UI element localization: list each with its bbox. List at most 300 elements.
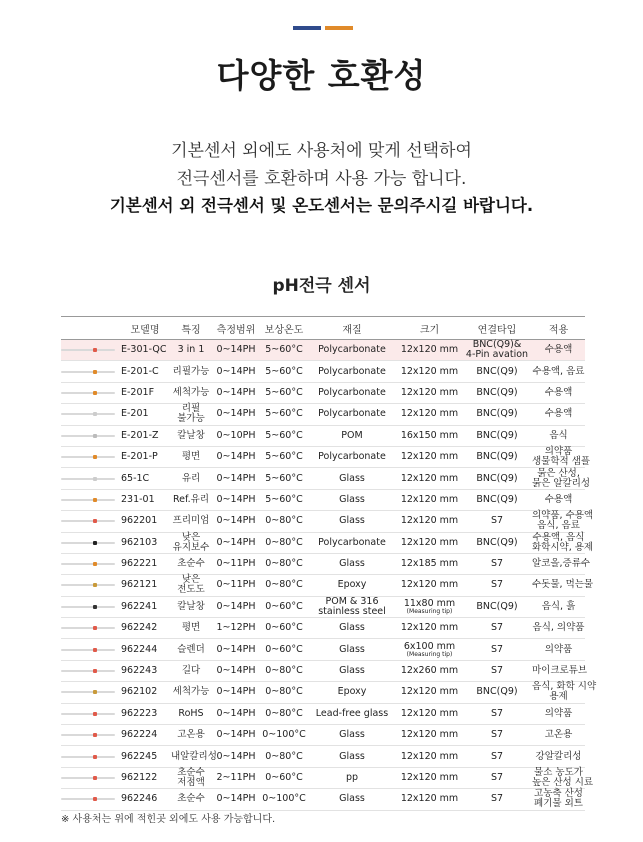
application-cell: [532, 681, 597, 703]
size-cell: [397, 596, 462, 617]
probe-band: [93, 519, 97, 523]
size-cell-line: 12x120 mm: [400, 686, 459, 698]
material-cell: [307, 382, 397, 403]
material-cell-line: Epoxy: [337, 686, 367, 698]
material-cell-line: POM: [341, 429, 363, 441]
temp-cell-line: 0~60°C: [265, 643, 303, 655]
size-cell-line: 16x150 mm: [400, 429, 459, 441]
header-size: 크기: [397, 317, 462, 340]
application-cell-line: 용제: [549, 691, 568, 703]
model-cell-line: 962201: [121, 515, 158, 527]
probe-shaft: [61, 798, 115, 800]
connection-cell: [462, 511, 532, 532]
probe-band: [93, 583, 97, 587]
connection-cell: [462, 553, 532, 574]
size-cell-line: 12x120 mm: [400, 750, 459, 762]
electrode-probe-icon: [61, 755, 115, 759]
temp-cell: [261, 746, 307, 767]
range-cell: [211, 596, 261, 617]
electrode-probe-icon: [61, 391, 115, 395]
temp-cell: [261, 682, 307, 703]
probe-image: [61, 703, 119, 724]
probe-band: [93, 755, 97, 759]
temp-cell: [261, 596, 307, 617]
connection-cell-line: BNC(Q9): [476, 472, 518, 484]
table-row: [61, 746, 585, 767]
feature-cell-line: 세척가능: [172, 686, 210, 698]
footnote: ※ 사용처는 위에 적힌곳 외에도 사용 가능합니다.: [61, 814, 276, 825]
connection-cell-line: S7: [490, 515, 504, 527]
temp-cell: [261, 660, 307, 681]
model-cell: [119, 767, 171, 788]
size-cell: [397, 511, 462, 532]
material-cell-line: Polycarbonate: [318, 408, 386, 420]
application-cell-line: 마이크로튜브: [532, 665, 588, 677]
feature-cell: [171, 468, 211, 489]
material-cell: [307, 575, 397, 596]
model-cell: [119, 703, 171, 724]
model-cell-line: E-301-QC: [121, 344, 167, 356]
model-cell: [119, 553, 171, 574]
application-cell: [532, 660, 588, 681]
model-cell: [119, 746, 171, 767]
model-cell: [119, 725, 171, 746]
material-cell-line: Glass: [339, 493, 365, 505]
size-cell-line: 12x120 mm: [400, 451, 459, 463]
material-cell: [307, 596, 397, 617]
accent-bar-blue: [293, 26, 321, 30]
application-cell-line: 높은 산성 시료: [532, 777, 594, 788]
size-cell-line: 12x120 mm: [400, 365, 459, 377]
range-cell-line: 0~14PH: [216, 707, 256, 719]
application-cell-line: 강알칼리성: [535, 750, 582, 762]
model-cell: [119, 489, 171, 510]
feature-cell-line: 초순수: [177, 767, 205, 778]
range-cell-line: 0~14PH: [216, 750, 256, 762]
range-cell: [211, 789, 261, 810]
application-cell: [532, 575, 594, 596]
material-cell: [307, 468, 397, 489]
feature-cell: [171, 596, 211, 617]
probe-shaft: [61, 713, 115, 715]
size-cell-line: 12x120 mm: [400, 515, 459, 527]
probe-shaft: [61, 478, 115, 480]
application-cell-line: 음식, 의약품: [532, 622, 585, 634]
temp-cell-line: 5~60°C: [265, 451, 303, 463]
connection-cell: [462, 746, 532, 767]
model-cell-line: 65-1C: [121, 472, 150, 484]
electrode-probe-icon: [61, 669, 115, 673]
section-title: pH전극 센서: [272, 276, 371, 296]
probe-image: [61, 660, 119, 681]
temp-cell: [261, 361, 307, 382]
size-cell: [397, 532, 462, 553]
probe-band: [93, 412, 97, 416]
temp-cell-line: 5~60°C: [265, 365, 303, 377]
electrode-probe-icon: [61, 648, 115, 652]
model-cell: [119, 340, 171, 361]
application-cell-line: 수용액, 음료: [532, 365, 585, 377]
feature-cell-line: 평면: [181, 451, 201, 463]
temp-cell: [261, 425, 307, 446]
electrode-probe-icon: [61, 541, 115, 545]
application-cell-line: 수용액: [544, 408, 573, 420]
size-cell-line: 12x120 mm: [400, 472, 459, 484]
size-cell: [397, 553, 462, 574]
probe-image: [61, 489, 119, 510]
electrode-probe-icon: [61, 370, 115, 374]
temp-cell-line: 5~60°C: [265, 493, 303, 505]
feature-cell-line: 고온용: [177, 729, 205, 741]
size-cell: [397, 446, 462, 467]
probe-image: [61, 532, 119, 553]
size-cell-line: 12x120 mm: [400, 579, 459, 591]
temp-cell-line: 0~80°C: [265, 536, 303, 548]
application-cell: [532, 789, 585, 810]
model-cell-line: 962223: [121, 707, 158, 719]
connection-cell-line: BNC(Q9): [476, 686, 518, 698]
model-cell: [119, 639, 171, 660]
feature-cell: [171, 511, 211, 532]
probe-shaft: [61, 349, 115, 351]
range-cell: [211, 553, 261, 574]
model-cell-line: 962103: [121, 536, 158, 548]
connection-cell-line: BNC(Q9): [476, 451, 518, 463]
connection-cell: [462, 703, 532, 724]
model-cell-line: 962221: [121, 558, 158, 570]
size-cell: [397, 639, 462, 660]
application-cell: [532, 746, 585, 767]
size-cell-line: 12x120 mm: [400, 536, 459, 548]
size-cell: [397, 682, 462, 703]
application-cell: [532, 639, 585, 660]
header-material: 재질: [307, 317, 397, 340]
temp-cell: [261, 575, 307, 596]
range-cell: [211, 618, 261, 639]
probe-image: [61, 511, 119, 532]
application-cell-line: 음식, 흙: [541, 600, 576, 612]
page-title: 다양한 호환성: [216, 56, 427, 95]
application-cell-line: 묽은 알칼리성: [532, 477, 591, 489]
feature-cell: [171, 618, 211, 639]
size-cell-line: 6x100 mm: [403, 640, 456, 652]
feature-cell: [171, 682, 211, 703]
connection-cell: [462, 532, 532, 553]
temp-cell: [261, 639, 307, 660]
size-cell: [397, 660, 462, 681]
probe-shaft: [61, 734, 115, 736]
model-cell: [119, 511, 171, 532]
application-cell: [532, 340, 585, 361]
temp-cell: [261, 553, 307, 574]
range-cell-line: 0~14PH: [216, 793, 256, 805]
temp-cell: [261, 404, 307, 425]
material-cell-line: Glass: [339, 622, 365, 634]
range-cell-line: 1~12PH: [216, 622, 256, 634]
application-cell-line: 음식: [549, 429, 568, 441]
probe-shaft: [61, 520, 115, 522]
feature-cell-line: 불가능: [177, 413, 205, 425]
model-cell-line: 962241: [121, 600, 158, 612]
application-cell-line: 물소 농도가: [534, 767, 583, 778]
table-row: [61, 618, 585, 639]
table-row: [61, 340, 585, 361]
ph-sensor-table: [61, 316, 597, 811]
header-range: 측정범위: [211, 317, 261, 340]
size-cell: [397, 404, 462, 425]
temp-cell: [261, 511, 307, 532]
probe-image: [61, 575, 119, 596]
model-cell-line: E-201-P: [121, 451, 158, 463]
material-cell: [307, 618, 397, 639]
probe-band: [93, 797, 97, 801]
probe-image: [61, 382, 119, 403]
model-cell: [119, 468, 171, 489]
range-cell-line: 0~14PH: [216, 365, 256, 377]
model-cell: [119, 361, 171, 382]
range-cell-line: 0~14PH: [216, 408, 256, 420]
material-cell-line: Epoxy: [337, 579, 367, 591]
material-cell-line: pp: [345, 772, 359, 783]
feature-cell: [171, 425, 211, 446]
range-cell-line: 0~14PH: [216, 643, 256, 655]
material-cell-line: POM & 316: [325, 595, 379, 607]
feature-cell-line: 평면: [181, 622, 201, 634]
application-cell: [532, 446, 591, 468]
size-note: (Measuring tip): [406, 607, 453, 615]
size-note: (Measuring tip): [406, 650, 453, 658]
range-cell: [211, 575, 261, 596]
temp-cell-line: 0~80°C: [265, 558, 303, 570]
application-cell-line: 의약품: [544, 707, 573, 719]
range-cell: [211, 639, 261, 660]
probe-shaft: [61, 413, 115, 415]
range-cell: [211, 489, 261, 510]
temp-cell-line: 0~60°C: [265, 622, 303, 634]
connection-cell-line: S7: [490, 558, 504, 570]
size-cell: [397, 340, 462, 361]
connection-cell-line: 4-Pin avation: [465, 349, 529, 361]
application-cell: [532, 553, 591, 574]
application-cell-line: 고온용: [544, 729, 573, 741]
model-cell: [119, 446, 171, 467]
range-cell: [211, 446, 261, 467]
connection-cell-line: S7: [490, 707, 504, 719]
material-cell-line: Glass: [339, 643, 365, 655]
connection-cell: [462, 468, 532, 489]
range-cell: [211, 660, 261, 681]
range-cell: [211, 682, 261, 703]
temp-cell: [261, 382, 307, 403]
model-cell-line: 962245: [121, 750, 158, 762]
header-temp: 보상온도: [261, 317, 307, 340]
connection-cell: [462, 404, 532, 425]
material-cell-line: Polycarbonate: [318, 365, 386, 377]
feature-cell: [171, 404, 211, 425]
feature-cell-line: 유지보수: [172, 541, 210, 553]
feature-cell-line: 3 in 1: [177, 344, 205, 356]
feature-cell: [171, 575, 211, 596]
material-cell: [307, 489, 397, 510]
application-cell-line: 알코올,증류수: [532, 558, 591, 570]
connection-cell-line: S7: [490, 622, 504, 634]
material-cell-line: Polycarbonate: [318, 386, 386, 398]
connection-cell-line: S7: [490, 793, 504, 805]
probe-image: [61, 618, 119, 639]
material-cell: [307, 725, 397, 746]
electrode-probe-icon: [61, 712, 115, 716]
table-row: [61, 553, 585, 574]
probe-image: [61, 596, 119, 617]
material-cell: [307, 660, 397, 681]
feature-cell: [171, 446, 211, 467]
probe-image: [61, 340, 119, 361]
application-cell: [532, 489, 585, 510]
application-cell: [532, 767, 594, 788]
temp-cell-line: 0~80°C: [265, 707, 303, 719]
model-cell-line: 231-01: [121, 493, 155, 505]
temp-cell: [261, 789, 307, 810]
feature-cell-line: 내알칼리성: [171, 750, 217, 762]
temp-cell-line: 0~80°C: [265, 579, 303, 591]
probe-image: [61, 639, 119, 660]
size-cell: [397, 382, 462, 403]
application-cell-line: 의약품: [544, 643, 573, 655]
table-row: [61, 639, 585, 660]
feature-cell: [171, 553, 211, 574]
range-cell: [211, 511, 261, 532]
temp-cell-line: 0~100°C: [262, 729, 306, 741]
application-cell-line: 화학시약, 용제: [532, 541, 594, 553]
electrode-probe-icon: [61, 733, 115, 737]
table-row: [61, 361, 585, 382]
table-row: [61, 703, 585, 724]
application-cell-line: 수용액, 음식: [532, 531, 585, 543]
probe-band: [93, 690, 97, 694]
material-cell: [307, 446, 397, 467]
connection-cell: [462, 361, 532, 382]
probe-shaft: [61, 542, 115, 544]
model-cell: [119, 618, 171, 639]
probe-band: [93, 712, 97, 716]
size-cell-line: 12x120 mm: [400, 386, 459, 398]
header-connection: 연결타입: [462, 317, 532, 340]
application-cell-line: 수돗물, 먹는물: [532, 579, 594, 591]
size-cell-line: 12x120 mm: [400, 772, 459, 783]
size-cell-line: 12x120 mm: [400, 729, 459, 741]
feature-cell: [171, 639, 211, 660]
application-cell-line: 묽은 산성,: [537, 467, 580, 479]
temp-cell-line: 0~80°C: [265, 686, 303, 698]
feature-cell: [171, 489, 211, 510]
description-line-1: 기본센서 외에도 사용처에 맞게 선택하여: [171, 141, 472, 161]
table-row: [61, 532, 585, 553]
probe-shaft: [61, 777, 115, 779]
application-cell: [532, 467, 591, 489]
size-cell: [397, 361, 462, 382]
connection-cell-line: S7: [490, 579, 504, 591]
table-row: [61, 425, 585, 446]
application-cell: [532, 510, 594, 532]
temp-cell-line: 0~80°C: [265, 665, 303, 677]
temp-cell-line: 5~60°C: [265, 429, 303, 441]
application-cell: [532, 404, 585, 425]
size-cell-line: 12x185 mm: [400, 558, 459, 570]
application-cell: [532, 382, 585, 403]
model-cell-line: 962102: [121, 686, 158, 698]
feature-cell-line: 전도도: [177, 584, 205, 596]
range-cell-line: 0~11PH: [216, 558, 256, 570]
application-cell: [532, 725, 585, 746]
feature-cell: [171, 382, 211, 403]
range-cell-line: 0~14PH: [216, 386, 256, 398]
range-cell-line: 0~11PH: [216, 579, 256, 591]
connection-cell: [462, 425, 532, 446]
table-row: [61, 489, 585, 510]
feature-cell-line: 길다: [181, 665, 201, 677]
probe-image: [61, 725, 119, 746]
table-row: [61, 660, 585, 681]
header-model: 모델명: [119, 317, 171, 340]
probe-band: [93, 348, 97, 352]
material-cell-line: Lead-free glass: [315, 707, 389, 719]
material-cell-line: Glass: [339, 793, 365, 805]
material-cell: [307, 553, 397, 574]
electrode-probe-icon: [61, 626, 115, 630]
size-cell-line: 12x260 mm: [400, 665, 459, 677]
application-cell: [532, 425, 585, 446]
material-cell: [307, 425, 397, 446]
feature-cell-line: 세척가능: [172, 386, 210, 398]
connection-cell: [462, 382, 532, 403]
feature-cell: [171, 532, 211, 553]
probe-band: [93, 455, 97, 459]
size-cell: [397, 725, 462, 746]
probe-shaft: [61, 649, 115, 651]
header-application: 적용: [532, 317, 585, 340]
application-cell: [532, 618, 585, 639]
table-row: [61, 682, 585, 703]
range-cell-line: 0~14PH: [216, 515, 256, 527]
connection-cell: [462, 489, 532, 510]
model-cell-line: 962246: [121, 793, 158, 805]
size-cell: [397, 746, 462, 767]
material-cell: [307, 404, 397, 425]
connection-cell-line: BNC(Q9): [476, 600, 518, 612]
material-cell-line: Glass: [339, 729, 365, 741]
material-cell: [307, 767, 397, 788]
size-cell: [397, 767, 462, 788]
application-cell: [532, 361, 585, 382]
temp-cell-line: 0~80°C: [265, 515, 303, 527]
temp-cell-line: 5~60°C: [265, 344, 303, 356]
electrode-probe-icon: [61, 776, 115, 780]
range-cell-line: 0~14PH: [216, 686, 256, 698]
feature-cell: [171, 340, 211, 361]
application-cell-line: 의약품: [544, 446, 573, 458]
table-row: [61, 767, 585, 788]
probe-shaft: [61, 627, 115, 629]
temp-cell: [261, 703, 307, 724]
probe-image: [61, 553, 119, 574]
probe-shaft: [61, 392, 115, 394]
feature-cell-line: 리필: [181, 403, 201, 415]
feature-cell-line: 칼날창: [177, 429, 205, 441]
table-row: [61, 511, 585, 532]
probe-band: [93, 669, 97, 673]
size-cell-line: 12x120 mm: [400, 707, 459, 719]
probe-image: [61, 682, 119, 703]
